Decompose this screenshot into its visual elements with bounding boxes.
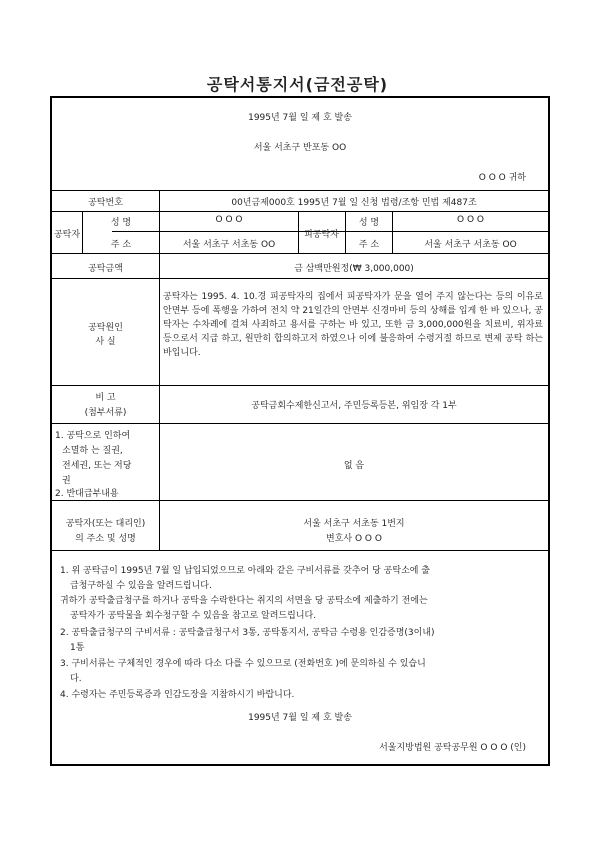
depositee-label: 피공탁자: [304, 230, 339, 240]
depositor-info-address: 서울 서초구 서초동 1번지: [303, 519, 405, 529]
rights-value: 없 음: [343, 461, 365, 471]
rights-label-line2: 소멸하 는 질권,: [62, 446, 123, 456]
amount-label: 공탁금액: [88, 264, 123, 274]
notice-item3-a: 3. 구비서류는 구체적인 경우에 따라 다소 다를 수 있으므로 (전화번호 )에 문의하실 수 있습니: [60, 659, 426, 669]
notice-item3-b: 다.: [70, 674, 82, 684]
reason-label-line2: 사 실: [95, 337, 116, 347]
notice-item4: 4. 수령자는 주민등록증과 인감도장을 지참하시기 바랍니다.: [60, 690, 295, 700]
remarks-label-line1: 비 고: [95, 393, 116, 403]
depositor-info-name: 변호사 O O O: [326, 534, 382, 544]
rights-label-line4: 권: [62, 476, 71, 486]
deposit-number-label: 공탁번호: [88, 198, 123, 208]
notice-date-line: 1995년 7월 일 제 호 발송: [248, 713, 352, 723]
deposit-number-value: 00년금제000호 1995년 7월 일 신청 법령/조항 민법 제487조: [231, 198, 477, 208]
remarks-value: 공탁금회수제한신고서, 주민등록등본, 위임장 각 1부: [251, 401, 457, 411]
header-recipient: O O O 귀하: [478, 173, 526, 183]
notice-item1-c: 귀하가 공탁출급청구를 하거나 공탁을 수락한다는 취지의 서면을 당 공탁소에 제출하기 전에는: [60, 596, 428, 606]
divider: [52, 211, 548, 212]
depositor-address-label: 주 소: [110, 240, 132, 250]
document-title: 공탁서통지서(금전공탁): [206, 75, 389, 94]
header-date-line: 1995년 7월 일 제 호 발송: [248, 113, 352, 123]
rights-label-line3: 전세권, 또는 저당: [62, 461, 132, 471]
depositee-name-label: 성 명: [358, 218, 380, 228]
notice-item1-a: 1. 위 공탁금이 1995년 7월 일 납입되었으므로 아래와 같은 구비서류를 갖추어 당 공탁소에 출: [60, 566, 431, 576]
depositor-name-label: 성 명: [110, 218, 132, 228]
rights-label-line1: 1. 공탁으로 인하여: [55, 431, 131, 441]
remarks-label-line2: (첨부서류): [84, 408, 127, 418]
depositee-address: 서울 서초구 서초동 OO: [424, 240, 517, 250]
divider: [52, 500, 548, 501]
divider: [52, 253, 548, 254]
amount-value: 금 삼백만원정(₩ 3,000,000): [294, 264, 414, 274]
depositor-name: O O O: [215, 215, 243, 225]
notice-item1-b: 급청구하실 수 있음을 알려드립니다.: [70, 581, 212, 591]
depositee-address-label: 주 소: [358, 240, 380, 250]
divider: [52, 550, 548, 551]
depositee-name: O O O: [457, 215, 484, 225]
rights-label-line5: 2. 반대급부내용: [55, 489, 119, 499]
reason-label-line1: 공탁원인: [88, 323, 123, 333]
divider: [52, 190, 548, 191]
notice-form: [50, 96, 550, 766]
notice-item2-a: 2. 공탁출급청구의 구비서류 : 공탁출급청구서 3통, 공탁통지서, 공탁금 수령용 인감증명(3이내): [60, 628, 435, 638]
notice-signature: 서울지방법원 공탁공무원 O O O (인): [379, 743, 526, 753]
header-address: 서울 서초구 반포동 OO: [253, 143, 347, 153]
divider: [52, 278, 548, 279]
notice-item2-b: 1통: [70, 643, 85, 653]
divider: [52, 385, 548, 386]
divider: [52, 423, 548, 424]
depositor-info-label-line2: 의 주소 및 성명: [75, 534, 136, 544]
notice-item1-d: 공탁자가 공탁물을 회수청구할 수 있음을 참고로 알려드립니다.: [70, 611, 317, 621]
reason-text: 공탁자는 1995. 4. 10.경 피공탁자의 집에서 피공탁자가 문을 열어 주지 않는다는 등의 이유로 안면부 등에 폭행을 가하여 전치 약 21일간의 안면부 신경마비 등의 상해를 입게 한 바 있으나, 공탁자는 수차례에 걸쳐 사죄하고 용서를 구하는 바 있고, 또한 금 3,000,000원을 치료비, 위자료 등으로서 지급 하고, 원만히 합의하고저 하였으나 이에 불응하여 수령거절 하므로 변제 공탁 하는 바입니다.: [163, 292, 543, 358]
depositor-info-label-line1: 공탁자(또는 대리인): [65, 519, 146, 529]
depositor-label: 공탁자: [53, 230, 81, 240]
depositor-address: 서울 서초구 서초동 OO: [182, 240, 276, 250]
